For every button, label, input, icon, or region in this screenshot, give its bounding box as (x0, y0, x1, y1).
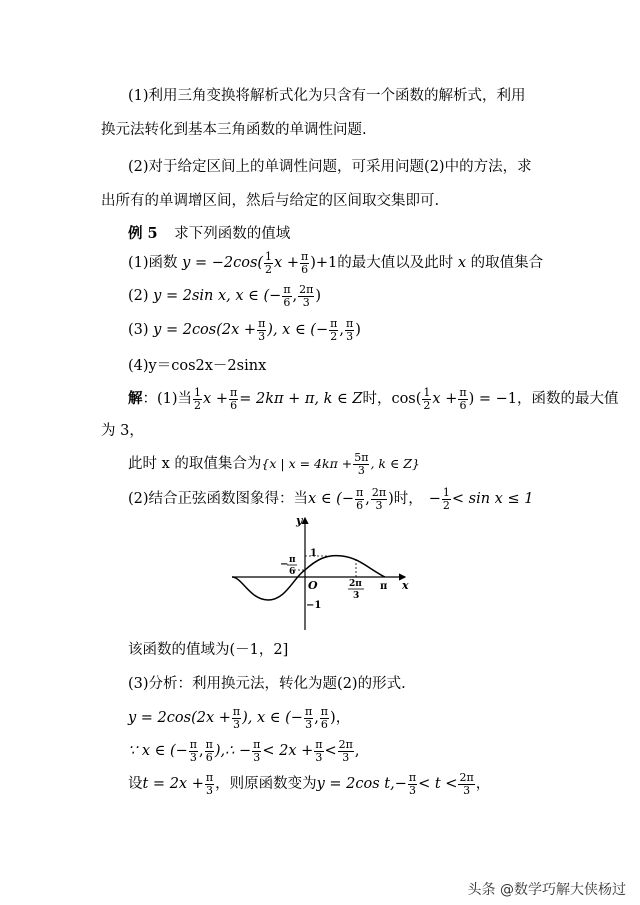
sol-l8b: ),∴ − (214, 743, 252, 759)
sol-l4c: )时， (388, 491, 423, 507)
solution-line-9 (128, 770, 490, 798)
sol-l9c: ，则原函数变为 (215, 776, 317, 792)
sol-l9f: ， (475, 776, 491, 792)
fraction: $\frac{1}{2}$ (442, 485, 450, 512)
x-label: x (402, 579, 409, 592)
sol-l3a: 此时 x 的取值集合为 (128, 456, 262, 472)
x-mid-num: 2π (349, 579, 362, 589)
x-left-den: 6 (289, 567, 296, 577)
q1-x: x (457, 255, 467, 271)
fraction: $\frac{\pi}{3}$ (304, 704, 313, 731)
solution-label: 解 (128, 390, 143, 407)
fraction: $\frac{2\pi}{3}$ (338, 737, 353, 764)
para1-line2: 换元法转化到基本三角函数的单调性问题. (101, 122, 367, 138)
sol-l7b: ), x ∈ (− (242, 710, 303, 726)
watermark: 头条 @数学巧解大侠杨过 (467, 882, 626, 898)
fraction: $\frac{\pi}{6}$ (320, 704, 329, 731)
sine-graph (230, 512, 410, 632)
para1-line1: (1)利用三角变换将解析式化为只含有一个函数的解析式，利用 (128, 88, 526, 104)
fraction: $\frac{\pi}{3}$ (232, 704, 241, 731)
fraction: $\frac{2\pi}{3}$ (371, 485, 387, 512)
sol-l7c: )， (330, 710, 351, 726)
question-2: (2) y = 2sin x, x ∈ (− $\frac{\pi}{6}$ , $\frac{2\pi}{3}$ ) (128, 282, 322, 309)
fraction: $\frac{1}{2}$ (423, 385, 431, 412)
sol-l9b: t = 2x + (142, 776, 204, 792)
question-4: (4)y＝cos2x－2sinx (128, 358, 267, 374)
question-1 (128, 250, 543, 276)
sol-l3b: {x | x = 4kπ + (261, 456, 353, 471)
sol-l1h: ，函数的最大值 (516, 391, 619, 407)
fraction: $\frac{2\pi}{3}$ (299, 282, 314, 309)
q1-math-b: x + (274, 255, 299, 271)
origin-label: O (308, 579, 318, 592)
x-pi-label: π (380, 581, 388, 592)
x-left-sign: − (280, 559, 289, 570)
solution-line-8: ∵ x ∈ (− $\frac{\pi}{3}$ , $\frac{\pi}{6}$ ),∴ − $\frac{\pi}{3}$ < 2x + $\frac{\pi}{3}$ < $\frac{2\pi}{3}$ , (128, 737, 360, 764)
fraction: $\frac{1}{2}$ (194, 385, 202, 412)
solution-line-2: 为 3， (101, 423, 144, 439)
q3-mid: ), x ∈ (− (267, 322, 329, 338)
example-label: 例 5 (128, 225, 158, 242)
fraction: $\frac{\pi}{2}$ (330, 316, 338, 343)
x-left-num: π (289, 555, 296, 565)
range-result: 该函数的值域为(－1，2] (128, 642, 289, 658)
q3-prefix: (3) (128, 322, 154, 338)
solution-line-3 (128, 450, 420, 478)
solution-line-1 (128, 385, 618, 413)
fraction: $\frac{\pi}{3}$ (189, 737, 198, 764)
fraction: $\frac{5\pi}{3}$ (354, 450, 369, 477)
solution-line-4: (2)结合正弦函数图象得：当x ∈ (− $\frac{\pi}{6}$ , $\frac{2\pi}{3}$ )时， − $\frac{1}{2}$ < sin x ≤ 1 (128, 485, 534, 512)
q3-math: y = 2cos(2x + (153, 322, 257, 338)
solution-line-6: (3)分析：利用换元法，转化为题(2)的形式. (128, 676, 406, 692)
y-one-label: 1 (310, 548, 317, 559)
fraction: $\frac{2\pi}{3}$ (459, 770, 474, 797)
question-3: (3) y = 2cos(2x + $\frac{\pi}{3}$ ), x ∈ (− $\frac{\pi}{2}$ , $\frac{\pi}{3}$ ) (128, 316, 361, 343)
fraction: $\frac{\pi}{6}$ (229, 385, 238, 412)
y-neg-one-label: −1 (306, 600, 322, 611)
sol-l1e: cos( (391, 391, 422, 407)
example-heading (128, 224, 290, 244)
fraction: $\frac{\pi}{6}$ (205, 737, 213, 764)
para2-line1: (2)对于给定区间上的单调性问题，可采用问题(2)中的方法，求 (128, 159, 532, 175)
q1-math-c: )+1 (310, 255, 338, 271)
sol-l1f: x + (432, 391, 458, 407)
x-mid-den: 3 (353, 591, 360, 601)
solution-line-7: y = 2cos(2x + $\frac{\pi}{3}$ ), x ∈ (− $\frac{\pi}{3}$ , $\frac{\pi}{6}$ )， (128, 704, 351, 731)
sol-l9a: 设 (128, 776, 143, 792)
q1-math: y = −2cos( (182, 255, 264, 271)
sol-l9e: < t < (418, 776, 458, 792)
fraction: $\frac{\pi}{6}$ (459, 385, 467, 412)
fraction: $\frac{\pi}{3}$ (345, 316, 354, 343)
fraction: $\frac{1}{2}$ (265, 249, 273, 276)
sol-l1d: 时， (362, 391, 392, 407)
sol-l4d: − (428, 491, 441, 507)
fraction: $\frac{\pi}{3}$ (408, 770, 417, 797)
sol-l4e: < sin x ≤ 1 (451, 491, 534, 507)
q1-post: 的最大值以及此时 (337, 255, 458, 271)
fraction: $\frac{\pi}{3}$ (253, 737, 261, 764)
sol-l1c: = 2kπ + π, k ∈ Z (239, 391, 363, 407)
fraction: $\frac{\pi}{6}$ (283, 282, 291, 309)
sol-l9d: y = 2cos t,− (316, 776, 407, 792)
sol-l4a: (2)结合正弦函数图象得：当 (128, 491, 309, 507)
y-label: y (296, 514, 303, 527)
sol-l8d: < (324, 743, 337, 759)
fraction: $\frac{\pi}{6}$ (300, 249, 309, 276)
sol-l1g: ) = −1 (468, 391, 517, 407)
sol-l4b: x ∈ (− (308, 491, 354, 507)
example-title: 求下列函数的值域 (174, 226, 291, 242)
fraction: $\frac{\pi}{3}$ (258, 316, 266, 343)
sol-l8e: , (354, 743, 360, 759)
sol-l8c: < 2x + (262, 743, 314, 759)
q1-post2: 的取值集合 (466, 255, 544, 271)
sol-l8a: ∵ x ∈ (− (128, 743, 188, 759)
sol-l1a: ：(1)当 (142, 391, 193, 407)
sol-l1b: x + (203, 391, 228, 407)
q1-prefix: (1)函数 (128, 255, 183, 271)
sol-l3c: , k ∈ Z} (370, 456, 420, 471)
fraction: $\frac{\pi}{3}$ (315, 737, 323, 764)
q2-math: y = 2sin x, x ∈ (− (153, 288, 282, 304)
fraction: $\frac{\pi}{6}$ (355, 485, 364, 512)
sine-curve (232, 556, 388, 600)
sol-l7a: y = 2cos(2x + (128, 710, 231, 726)
para2-line2: 出所有的单调增区间，然后与给定的区间取交集即可. (101, 193, 440, 209)
fraction: $\frac{\pi}{3}$ (205, 770, 214, 797)
q2-prefix: (2) (128, 288, 154, 304)
